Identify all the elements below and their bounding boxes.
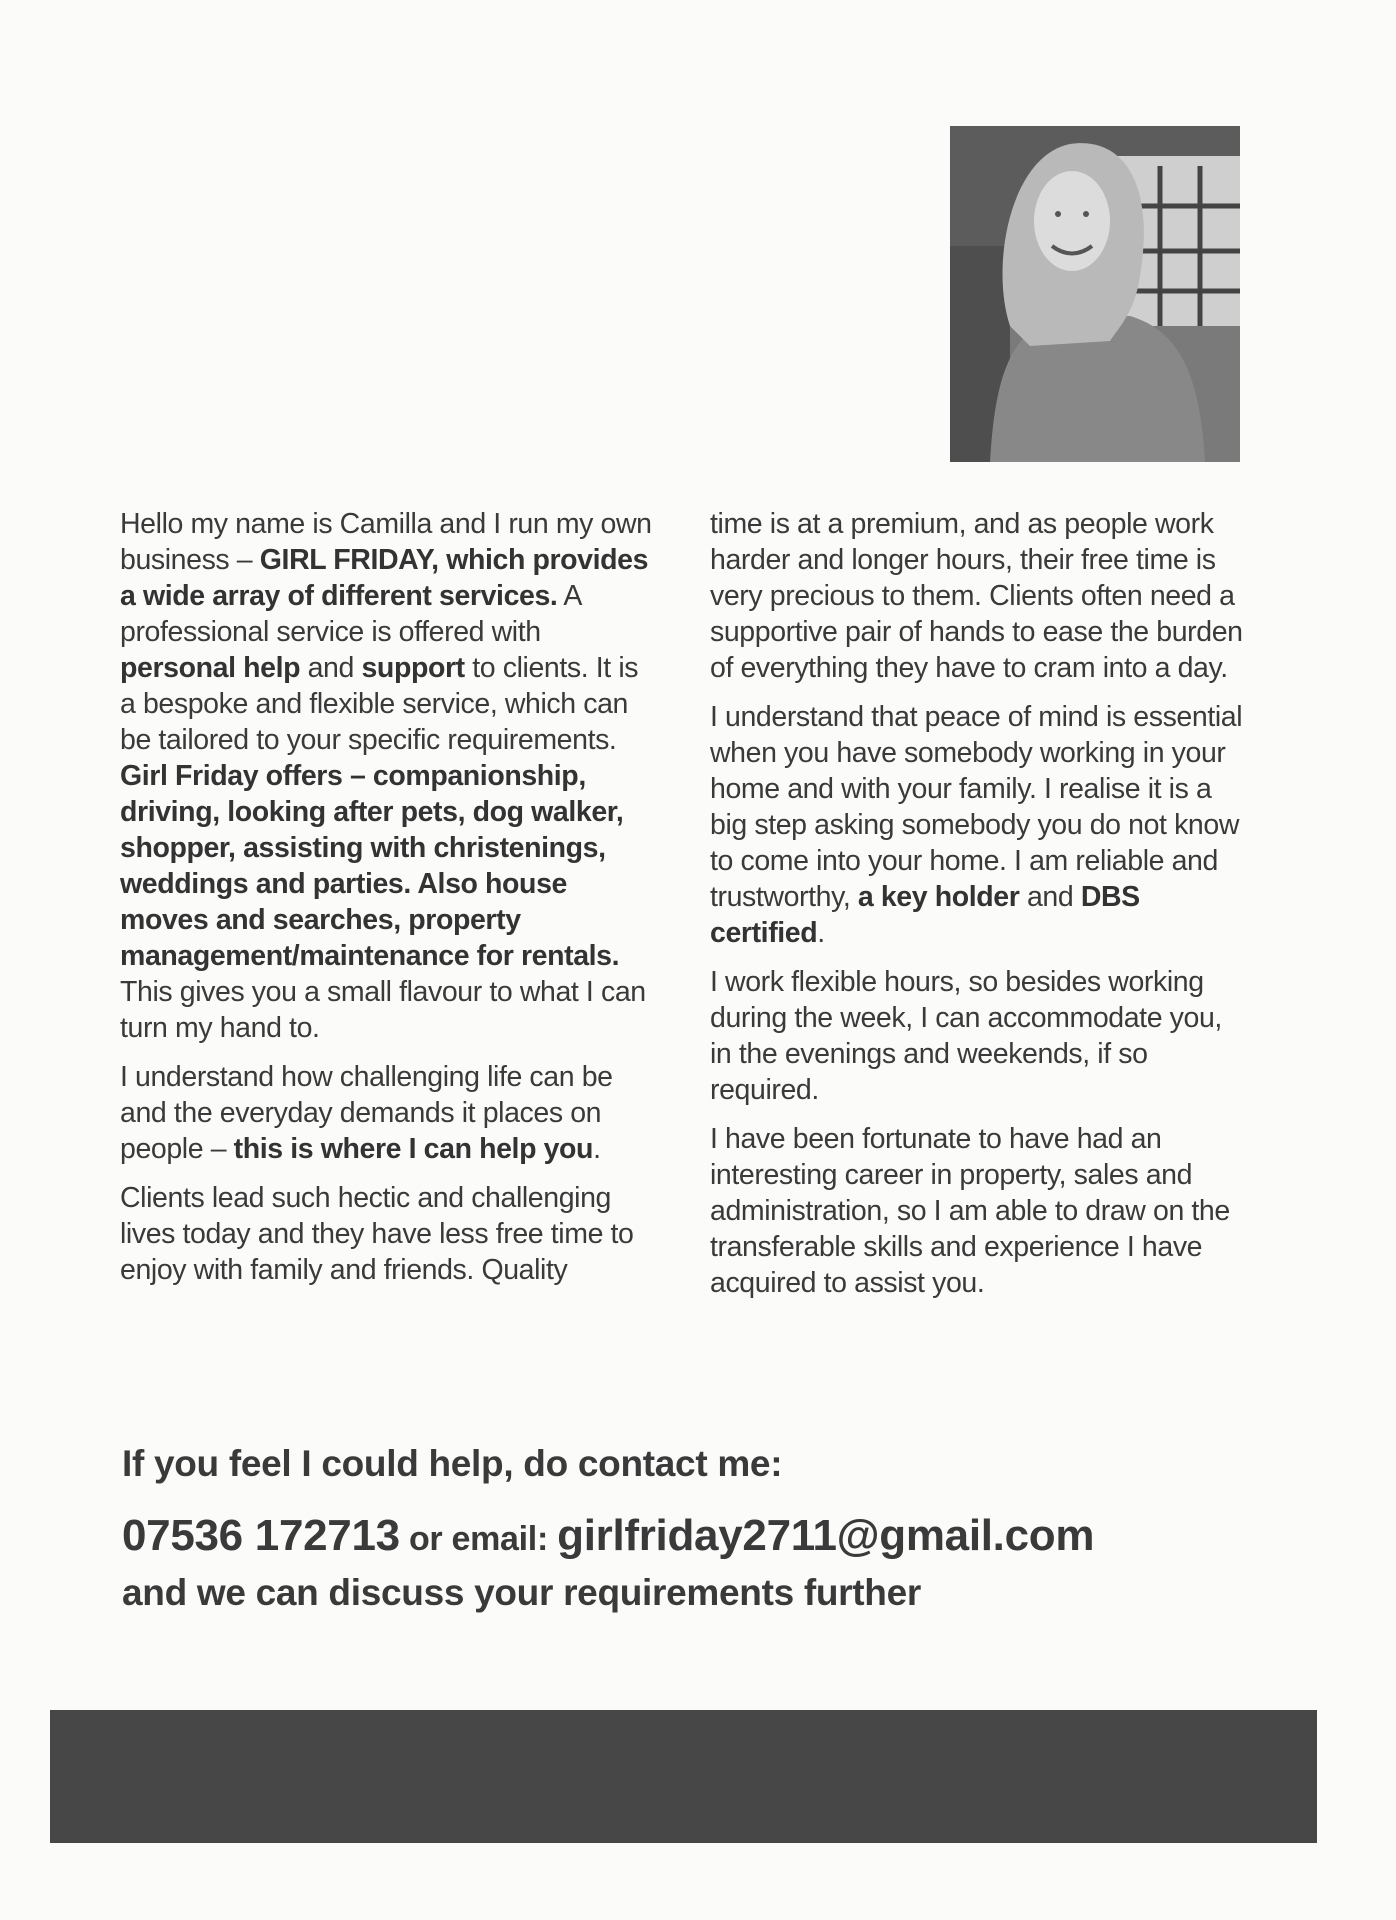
bold-text: this is where I can help you [233, 1133, 594, 1165]
contact-heading: If you feel I could help, do contact me: [122, 1443, 783, 1484]
text: I understand that peace of mind is essential when you have somebody working in your home and with your family. I realise it is a big step asking somebody you do not know to come into your home. I am reliable and trustworthy, [710, 701, 1243, 913]
text: time is at a premium, and as people work harder and longer hours, their free time is very precious to them. Clients often need a supportive pair of hands to ease the burden of everything they have to cram into a day. [710, 508, 1243, 684]
text: I work flexible hours, so besides working during the week, I can accommodate you, in the evenings and weekends, if so required. [710, 966, 1222, 1106]
text: Clients lead such hectic and challenging lives today and they have less free time to enjoy with family and friends. Quality [120, 1182, 634, 1286]
text: . [817, 917, 825, 949]
career-paragraph [710, 1121, 1250, 1301]
bold-text: DBS certified [710, 881, 1140, 949]
time-paragraph [710, 506, 1250, 686]
or-email-label: or email: [399, 1520, 558, 1558]
contact-details [122, 1510, 1272, 1565]
challenges-paragraph [120, 1059, 660, 1167]
bold-text: a key holder [857, 881, 1020, 913]
text: . [593, 1133, 601, 1165]
bold-text: support [361, 652, 465, 684]
footer-band [50, 1710, 1317, 1843]
text: I have been fortunate to have had an interesting career in property, sales and administration, so I am able to draw on the transferable skills and experience I have acquired to assist you. [710, 1123, 1230, 1299]
portrait-photo [950, 126, 1240, 462]
peace-of-mind-paragraph [710, 699, 1250, 951]
bold-text: personal help [120, 652, 301, 684]
hours-paragraph [710, 964, 1250, 1108]
text: Hello my name is Camilla and I run my own business – [120, 508, 652, 576]
intro-paragraph [120, 506, 660, 1046]
contact-section [122, 1440, 1272, 1617]
clients-paragraph [120, 1180, 660, 1288]
text: and [300, 652, 362, 684]
contact-tail: and we can discuss your requirements further [122, 1572, 921, 1613]
portrait-icon [950, 126, 1240, 462]
left-column [120, 506, 660, 1301]
bold-text: GIRL FRIDAY, which provides a wide array of different services. [120, 544, 649, 612]
text: and [1019, 881, 1081, 913]
right-column [710, 506, 1250, 1314]
phone-number[interactable]: 07536 172713 [122, 1511, 400, 1560]
email-address[interactable]: girlfriday2711@gmail.com [557, 1511, 1095, 1560]
text: to clients. It is a bespoke and flexible service, which can be tailored to your specific requirements. [120, 652, 639, 756]
text: I understand how challenging life can be and the everyday demands it places on people – [120, 1061, 613, 1165]
services-list: Girl Friday offers – companionship, driving, looking after pets, dog walker, shopper, assisting with christenings, weddings and parties. Also house moves and searches, property management/maintenance for rentals. [120, 760, 624, 972]
text: A professional service is offered with [120, 580, 581, 648]
text: This gives you a small flavour to what I can turn my hand to. [120, 976, 646, 1044]
